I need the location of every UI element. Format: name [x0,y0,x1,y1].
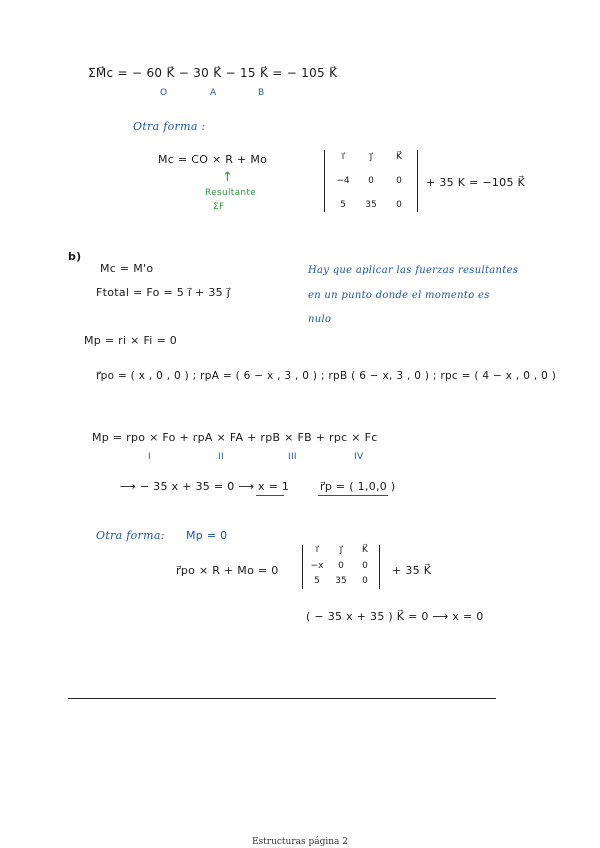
note-line-3: nulo [308,314,332,325]
note-line-1: Hay que aplicar las fuerzas resultantes [308,265,519,276]
mp-zero-equation: Mp = 0 [186,529,228,542]
matrix1-cell: 0 [396,176,402,186]
ftotal-equation: Ftotal = Fo = 5 i⃗ + 35 j⃗ [96,286,231,299]
rp-result: r⃗p = ( 1,0,0 ) [320,480,396,493]
mp-equation: Mp = ri × Fi = 0 [84,334,178,347]
otra-forma-label-1: Otra forma : [133,120,206,133]
sum-f-label: ΣF [213,202,225,212]
matrix2-cell: 0 [338,561,344,571]
matrix2-cell: 0 [362,561,368,571]
matrix1-cell: 0 [396,200,402,210]
cross-product-matrix-1 [324,150,418,212]
roman-ii: II [218,452,224,462]
x-result-underline [256,495,284,496]
label-a: A [210,88,217,98]
matrix1-header-i: i⃗ [341,152,345,162]
matrix1-cell: 35 [365,200,377,210]
label-o: O [160,88,168,98]
final-equation: ( − 35 x + 35 ) K⃗ = 0 ⟶ x = 0 [306,610,484,623]
note-line-2: en un punto donde el momento es [308,290,490,301]
matrix1-header-j: j⃗ [369,152,373,162]
resultante-label: Resultante [205,188,257,198]
otra-forma-label-2: Otra forma: [96,529,165,542]
matrix2-header-i: i⃗ [315,545,319,555]
up-arrow-icon: ↑ [222,170,234,185]
matrix2-header-j: j⃗ [339,545,343,555]
matrix2-tail: + 35 K⃗ [392,564,432,577]
mc-equation: Mc = CO × R + Mo [158,153,268,166]
position-vectors-equation: r⃗po = ( x , 0 , 0 ) ; rpA = ( 6 − x , 3 , 0 ) ; rpB ( 6 − x, 3 , 0 ) ; rpc = ( 4 − x , 0 , 0 ) [96,370,557,382]
rpo-equation: r⃗po × R + Mo = 0 [176,564,279,577]
part-b-label: b) [68,250,82,263]
matrix2-header-k: K⃗ [362,545,368,555]
matrix2-cell: 35 [335,576,347,586]
sum-moments-equation: ΣM⃗c = − 60 K⃗ − 30 K⃗ − 15 K⃗ = − 105 K⃗ [88,66,338,80]
matrix2-cell: −x [310,561,324,571]
label-b: B [258,88,265,98]
mp-sum-equation: Mp = rpo × Fo + rpA × FA + rpB × FB + rpc × Fc [92,431,378,444]
rp-result-underline [318,495,388,496]
roman-iii: III [288,452,297,462]
x-result: x = 1 [258,480,290,493]
roman-iv: IV [354,452,364,462]
matrix1-cell: 5 [340,200,346,210]
matrix2-cell: 5 [314,576,320,586]
horizontal-divider [68,698,496,699]
linear-equation: ⟶ − 35 x + 35 = 0 ⟶ [120,480,255,493]
matrix1-cell: −4 [336,176,350,186]
matrix2-cell: 0 [362,576,368,586]
matrix1-header-k: K⃗ [396,152,402,162]
page-footer: Estructuras página 2 [251,837,349,847]
matrix1-tail: + 35 K = −105 K⃗ [426,176,526,189]
roman-i: I [148,452,151,462]
matrix1-cell: 0 [368,176,374,186]
cross-product-matrix-2 [302,545,380,589]
mc-mo-equation: Mc = M'o [100,262,154,275]
